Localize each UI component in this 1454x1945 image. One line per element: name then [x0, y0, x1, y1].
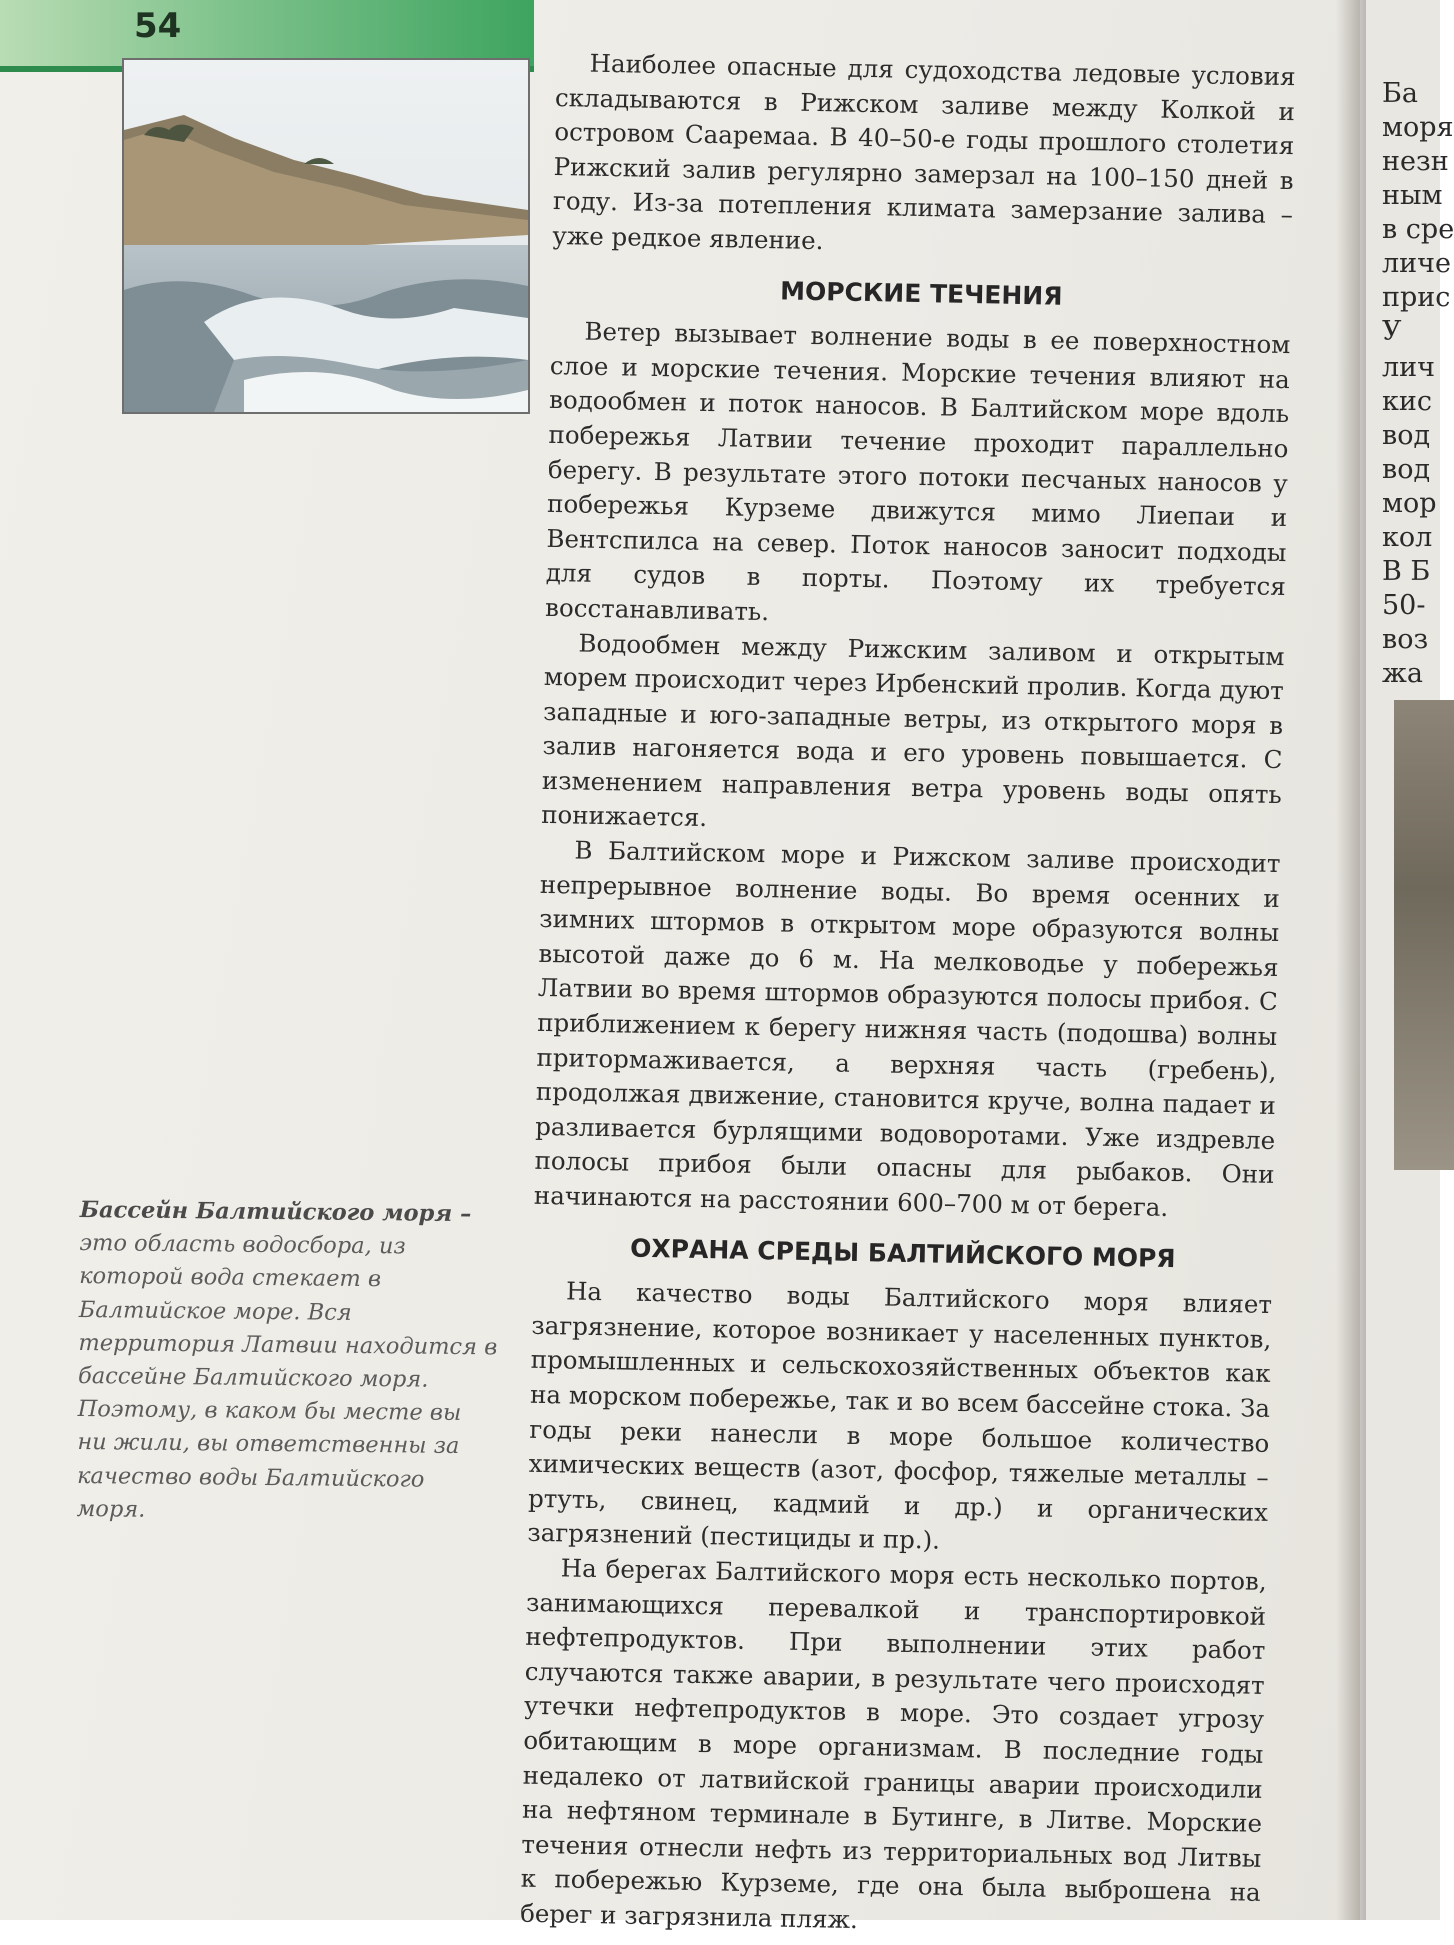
currents-paragraph-2: Водообмен между Рижским заливом и открытым морем происходит через Ирбенский пролив. Когда дуют западные и юго-западные ветры, из открытого моря в залив нагоняется вода и его уровень повышается. С изменением направления ветра уровень воды опять понижается.	[540, 628, 1285, 833]
next-page-fragment: незн	[1382, 146, 1449, 177]
sidebar-definition	[77, 1194, 500, 1530]
next-page-fragment: мор	[1382, 488, 1437, 519]
next-page-fragment: В Б	[1382, 556, 1431, 587]
next-page-photo-edge	[1394, 700, 1454, 1170]
next-page-fragment: в сре	[1382, 214, 1454, 245]
currents-paragraph-3: В Балтийском море и Рижском заливе происходит непрерывное волнение воды. Во время осенних и зимних штормов в открытом море образуются волны высотой даже до 6 м. На мелководье у побережья Латвии во время штормов образуются полосы прибоя. С приближением к берегу нижняя часть (подошва) волны притормаживается, а верхняя часть (гребень), продолжая движение, становится круче, волна падает и разливается бурлящими водоворотами. Уже издревле полосы прибоя были опасны для рыбаков. Они начинаются на расстоянии 600–700 м от берега.	[533, 835, 1281, 1222]
next-page-fragment: жа	[1382, 658, 1423, 689]
protection-paragraph-2: На берегах Балтийского моря есть несколько портов, занимающихся перевалкой и транспортировкой нефтепродуктов. При выполнении этих работ случаются также аварии, в результате чего происходят утечки нефтепродуктов в море. Это создает угрозу обитающим в море организмам. В последние годы недалеко от латвийской границы аварии происходили на нефтяном терминале в Бутинге, в Литве. Морские течения отнесли нефть из территориальных вод Литвы к побережью Курземе, где она была выброшена на берег и загрязнила пляж.	[519, 1553, 1267, 1935]
sidebar-text: это область водосбора, из которой вода стекает в Балтийское море. Вся территория Латвии находится в бассейне Балтийского моря. Поэтому, в каком бы месте вы ни жили, вы ответственны за качество воды Балтийского моря.	[76, 1230, 498, 1523]
next-page-fragment: У	[1382, 316, 1402, 347]
page-number: 54	[134, 6, 182, 46]
next-page-fragment: 50-	[1382, 590, 1426, 621]
next-page-fragment: Ба	[1382, 78, 1418, 109]
main-text-column	[520, 46, 1296, 1945]
next-page-fragment: вод	[1382, 454, 1431, 485]
next-page-fragment: личе	[1382, 248, 1451, 279]
sidebar-term: Бассейн Балтийского моря –	[79, 1196, 472, 1228]
intro-paragraph: Наиболее опасные для судоходства ледовые условия складываются в Рижском заливе между Колкой и островом Сааремаа. В 40–50-е годы прошлого столетия Рижский залив регулярно замерзал на 100–150 дней в году. Из-за потепления климата замерзание залива – уже редкое явление.	[552, 48, 1296, 256]
next-page-edge	[1366, 0, 1454, 1920]
protection-paragraph-1: На качество воды Балтийского моря влияет загрязнение, которое возникает у населенных пунктов, промышленных и сельскохозяйственных объектов как на морском побережье, так и во всем бассейне стока. За годы реки нанесли в море большое количество химических веществ (азот, фосфор, тяжелые металлы – ртуть, свинец, кадмий и др.) и органических загрязнений (пестициды и пр.).	[527, 1276, 1273, 1555]
next-page-fragment: прис	[1382, 282, 1451, 313]
next-page-fragment: кол	[1382, 522, 1433, 553]
coast-photo	[122, 58, 530, 414]
next-page-fragment: моря	[1382, 112, 1454, 143]
currents-paragraph-1: Ветер вызывает волнение воды в ее поверхностном слое и морские течения. Морские течения влияют на водообмен и поток наносов. В Балтийском море вдоль побережья Латвии течение проходит параллельно берегу. В результате этого потоки песчаных наносов у побережья Курземе движутся мимо Лиепаи и Вентспилса на север. Поток наносов заносит подходы для судов в порты. Поэтому их требуется восстанавливать.	[544, 316, 1291, 627]
next-page-fragment: лич	[1382, 352, 1435, 383]
heading-sea-currents: МОРСКИЕ ТЕЧЕНИЯ	[779, 275, 1063, 311]
next-page-fragment: ным	[1382, 180, 1443, 211]
next-page-fragment: воз	[1382, 624, 1429, 655]
heading-baltic-protection: ОХРАНА СРЕДЫ БАЛТИЙСКОГО МОРЯ	[629, 1233, 1176, 1273]
book-gutter	[1336, 0, 1366, 1920]
waves-image	[124, 60, 528, 412]
next-page-fragment: вод	[1382, 420, 1431, 451]
next-page-fragment: кис	[1382, 386, 1432, 417]
